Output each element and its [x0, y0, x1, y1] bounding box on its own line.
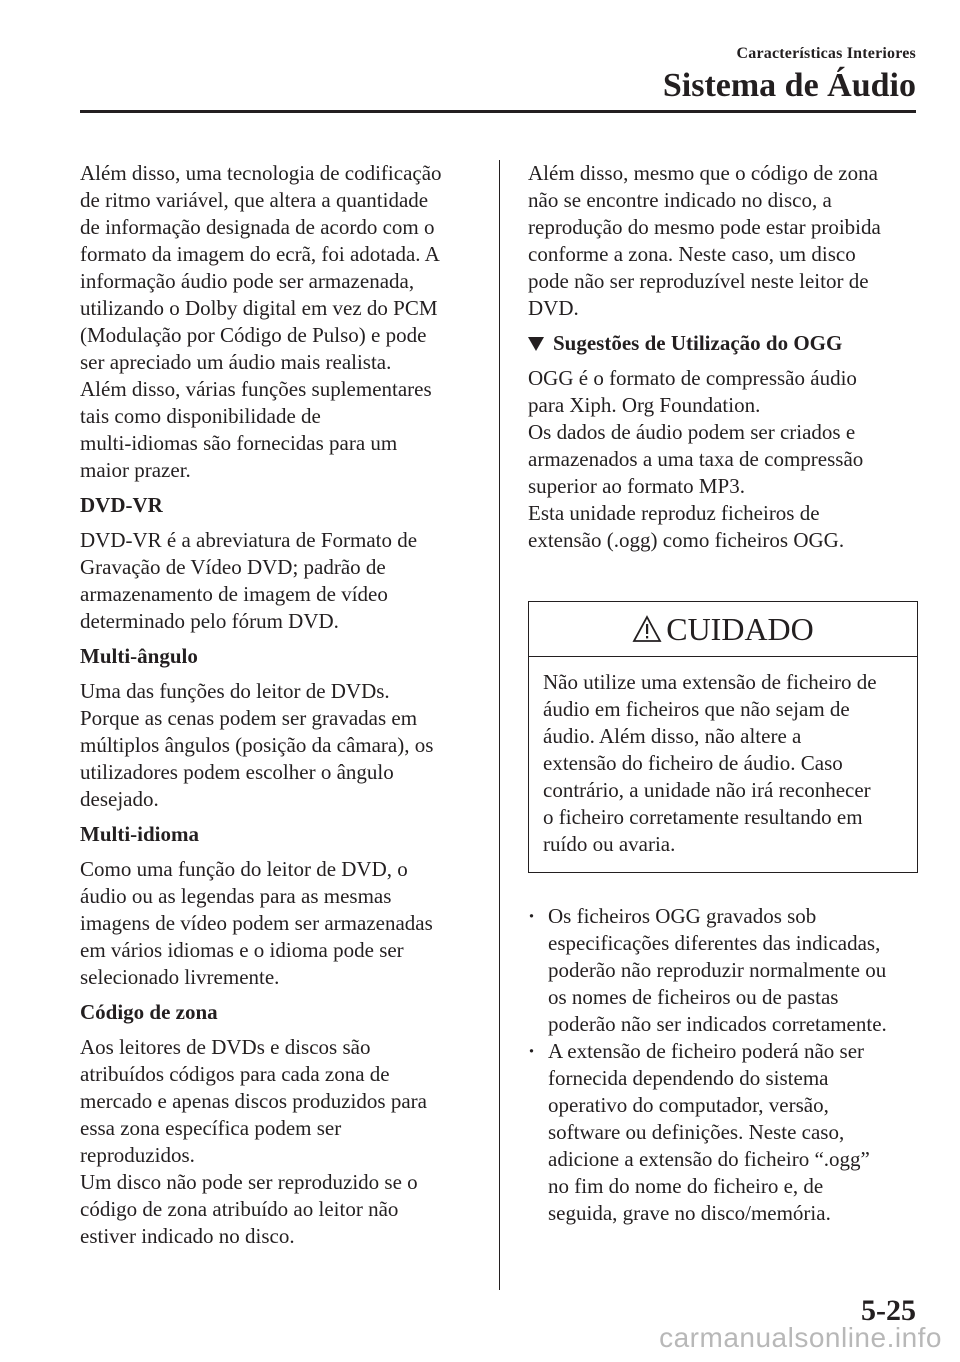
- caution-body: [529, 657, 917, 872]
- heading-dvd-vr: DVD-VR: [80, 493, 163, 517]
- caution-title: CUIDADO: [666, 610, 814, 647]
- heading-codigo-de-zona: Código de zona: [80, 1000, 218, 1024]
- page-header: [663, 44, 916, 106]
- heading-ogg: [528, 330, 918, 357]
- list-item: · Os ficheiros OGG gravados sob especificações diferentes das indicadas, poderão não reproduzir normalmente ou os nomes de ficheiros ou de pastas poderão não ser indicados corretamente.: [528, 903, 918, 1038]
- caution-box: [528, 601, 918, 873]
- footer-watermark-logo: carmanualsonline.info: [659, 1322, 942, 1353]
- page-number: 5-25: [861, 1294, 916, 1327]
- left-column: [80, 160, 475, 1258]
- caution-header: [529, 602, 917, 657]
- page-title: Sistema de Áudio: [662, 67, 916, 104]
- heading-multi-idioma: Multi-idioma: [80, 822, 199, 846]
- triangle-marker-icon: [528, 337, 544, 351]
- codigo-de-zona-paragraph: Aos leitores de DVDs e discos são atribuídos códigos para cada zona de mercado e apenas discos produzidos para essa zona específica podem ser reproduzidos. Um disco não pode ser reproduzido se o código de zona atribuído ao leitor não estiver indicado no disco.: [80, 1035, 427, 1248]
- notes-list: [528, 903, 918, 1227]
- multi-angulo-paragraph: Uma das funções do leitor de DVDs. Porque as cenas podem ser gravadas em múltiplos ângulos (posição da câmara), os utilizadores podem escolher o ângulo desejado.: [80, 679, 434, 811]
- zone-continuation-paragraph: Além disso, mesmo que o código de zona não se encontre indicado no disco, a reprodução do mesmo pode estar proibida conforme a zona. Neste caso, um disco pode não ser reproduzível neste leitor de DVD.: [528, 161, 881, 320]
- heading-multi-angulo: Multi-ângulo: [80, 644, 198, 668]
- intro-paragraph: Além disso, uma tecnologia de codificação de ritmo variável, que altera a quantidade de informação designada de acordo com o formato da imagem do ecrã, foi adotada. A informação áudio pode ser armazenada, utilizando o Dolby digital em vez do PCM (Modulação por Código de Pulso) e pode ser apreciado um áudio mais realista. Além disso, várias funções suplementares tais como disponibilidade de multi-idiomas são fornecidas para um maior prazer.: [80, 161, 442, 482]
- ogg-paragraph: OGG é o formato de compressão áudio para Xiph. Org Foundation. Os dados de áudio podem ser criados e armazenados a uma taxa de compressão superior ao formato MP3. Esta unidade reproduz ficheiros de extensão (.ogg) como ficheiros OGG.: [528, 366, 864, 552]
- header-rule: [80, 110, 916, 113]
- column-divider: [499, 160, 500, 1290]
- dvd-vr-paragraph: DVD-VR é a abreviatura de Formato de Gravação de Vídeo DVD; padrão de armazenamento de imagem de vídeo determinado pelo fórum DVD.: [80, 528, 418, 633]
- section-label: Características Interiores: [736, 45, 916, 62]
- heading-ogg-text: Sugestões de Utilização do OGG: [553, 331, 843, 355]
- warning-triangle-icon: [632, 615, 662, 643]
- list-item: · A extensão de ficheiro poderá não ser fornecida dependendo do sistema operativo do computador, versão, software ou definições. Neste caso, adicione a extensão do ficheiro “.ogg” no fim do nome do ficheiro e, de seguida, grave no disco/memória.: [528, 1038, 918, 1227]
- caution-text: Não utilize uma extensão de ficheiro de áudio em ficheiros que não sejam de áudio. Além disso, não altere a extensão do ficheiro de áudio. Caso contrário, a unidade não irá reconhecer o ficheiro corretamente resultando em ruído ou avaria.: [543, 670, 877, 856]
- multi-idioma-paragraph: Como uma função do leitor de DVD, o áudio ou as legendas para as mesmas imagens de vídeo podem ser armazenadas em vários idiomas e o idioma pode ser selecionado livremente.: [80, 857, 433, 989]
- right-column: [528, 160, 918, 1227]
